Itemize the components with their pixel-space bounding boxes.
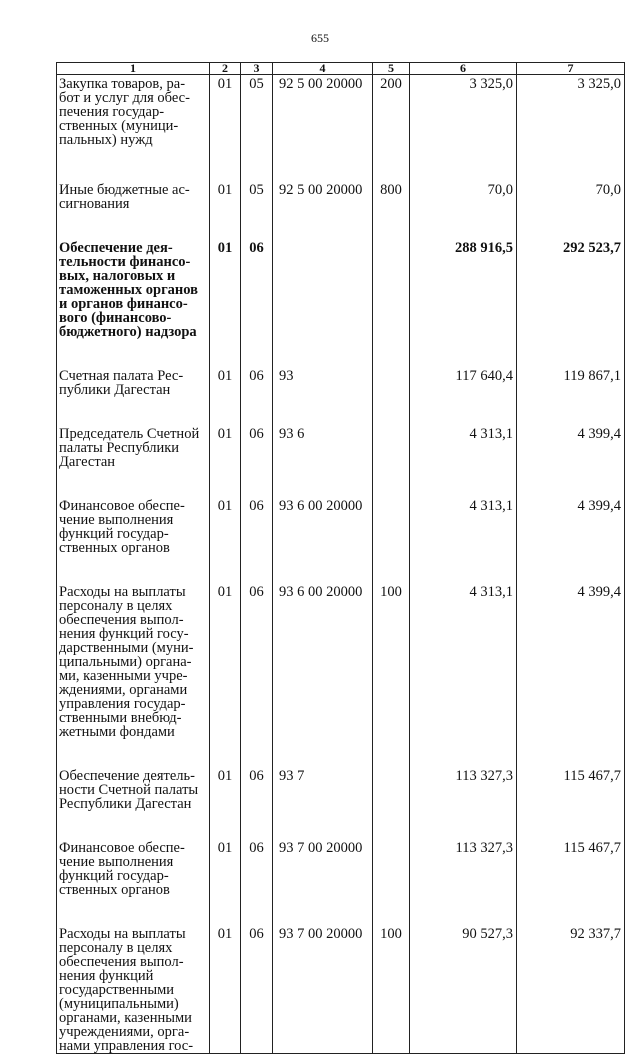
amount-year-2: 70,0 (517, 147, 625, 211)
amount-year-1: 4 313,1 (410, 397, 517, 469)
row-label: Счетная палата Рес- публики Дагестан (57, 339, 210, 397)
row-label: Финансовое обеспе- чение выполнения функций государ- ственных органов (57, 469, 210, 555)
expense-type-code (373, 739, 410, 811)
table-row (57, 897, 625, 1054)
header-col-7: 7 (517, 63, 625, 75)
row-label: Обеспечение дея- тельности финансо- вых, налоговых и таможенных органов и органов финансо- вого (финансово- бюджетного) надзора (57, 211, 210, 339)
expense-type-code: 200 (373, 75, 410, 148)
row-label: Расходы на выплаты персоналу в целях обеспечения выпол- нения функций госу- дарственными (муни- ципальными) органа- ми, казенными учре- ждениями, органами управления государ- ственными внебюд- жетными фондами (57, 555, 210, 739)
section-code: 01 (210, 811, 241, 897)
expense-type-code: 100 (373, 897, 410, 1054)
subsection-code: 06 (241, 811, 273, 897)
row-label: Закупка товаров, ра- бот и услуг для обес- печения государ- ственных (муници- пальных) нужд (57, 75, 210, 148)
section-code: 01 (210, 397, 241, 469)
target-article-code (273, 211, 373, 339)
target-article-code: 93 7 00 20000 (273, 811, 373, 897)
subsection-code: 06 (241, 469, 273, 555)
target-article-code: 93 7 (273, 739, 373, 811)
section-code: 01 (210, 75, 241, 148)
amount-year-2: 4 399,4 (517, 555, 625, 739)
header-col-2: 2 (210, 63, 241, 75)
amount-year-2: 3 325,0 (517, 75, 625, 148)
amount-year-1: 113 327,3 (410, 739, 517, 811)
table-row (57, 211, 625, 339)
amount-year-1: 113 327,3 (410, 811, 517, 897)
header-col-1: 1 (57, 63, 210, 75)
target-article-code: 93 6 (273, 397, 373, 469)
amount-year-2: 92 337,7 (517, 897, 625, 1054)
row-label: Финансовое обеспе- чение выполнения функций государ- ственных органов (57, 811, 210, 897)
amount-year-2: 115 467,7 (517, 739, 625, 811)
expense-type-code (373, 811, 410, 897)
table-row (57, 555, 625, 739)
expense-type-code (373, 397, 410, 469)
amount-year-1: 288 916,5 (410, 211, 517, 339)
amount-year-1: 70,0 (410, 147, 517, 211)
amount-year-2: 119 867,1 (517, 339, 625, 397)
section-code: 01 (210, 211, 241, 339)
table-row (57, 147, 625, 211)
row-label: Иные бюджетные ас- сигнования (57, 147, 210, 211)
amount-year-2: 292 523,7 (517, 211, 625, 339)
subsection-code: 06 (241, 211, 273, 339)
table-row (57, 811, 625, 897)
section-code: 01 (210, 739, 241, 811)
table-row (57, 397, 625, 469)
subsection-code: 05 (241, 147, 273, 211)
target-article-code: 93 6 00 20000 (273, 555, 373, 739)
target-article-code: 93 (273, 339, 373, 397)
section-code: 01 (210, 147, 241, 211)
header-col-6: 6 (410, 63, 517, 75)
budget-table (56, 62, 625, 1054)
table-row (57, 469, 625, 555)
table-row (57, 75, 625, 148)
amount-year-1: 3 325,0 (410, 75, 517, 148)
row-label: Председатель Счетной палаты Республики Дагестан (57, 397, 210, 469)
subsection-code: 06 (241, 339, 273, 397)
amount-year-2: 4 399,4 (517, 397, 625, 469)
table-row (57, 739, 625, 811)
table-row (57, 339, 625, 397)
row-label: Обеспечение деятель- ности Счетной палаты Республики Дагестан (57, 739, 210, 811)
target-article-code: 93 6 00 20000 (273, 469, 373, 555)
subsection-code: 06 (241, 397, 273, 469)
subsection-code: 06 (241, 555, 273, 739)
amount-year-1: 117 640,4 (410, 339, 517, 397)
subsection-code: 06 (241, 739, 273, 811)
header-row (57, 63, 625, 75)
target-article-code: 92 5 00 20000 (273, 147, 373, 211)
expense-type-code: 100 (373, 555, 410, 739)
target-article-code: 92 5 00 20000 (273, 75, 373, 148)
expense-type-code: 800 (373, 147, 410, 211)
amount-year-1: 4 313,1 (410, 555, 517, 739)
subsection-code: 05 (241, 75, 273, 148)
expense-type-code (373, 339, 410, 397)
target-article-code: 93 7 00 20000 (273, 897, 373, 1054)
amount-year-1: 4 313,1 (410, 469, 517, 555)
row-label: Расходы на выплаты персоналу в целях обеспечения выпол- нения функций государственными (муниципальными) органами, казенными учреждениями, орга- нами управления гос- (57, 897, 210, 1054)
section-code: 01 (210, 469, 241, 555)
header-col-5: 5 (373, 63, 410, 75)
amount-year-1: 90 527,3 (410, 897, 517, 1054)
header-col-4: 4 (273, 63, 373, 75)
subsection-code: 06 (241, 897, 273, 1054)
section-code: 01 (210, 339, 241, 397)
section-code: 01 (210, 897, 241, 1054)
section-code: 01 (210, 555, 241, 739)
expense-type-code (373, 469, 410, 555)
header-col-3: 3 (241, 63, 273, 75)
amount-year-2: 4 399,4 (517, 469, 625, 555)
expense-type-code (373, 211, 410, 339)
amount-year-2: 115 467,7 (517, 811, 625, 897)
page-number: 655 (311, 31, 329, 45)
